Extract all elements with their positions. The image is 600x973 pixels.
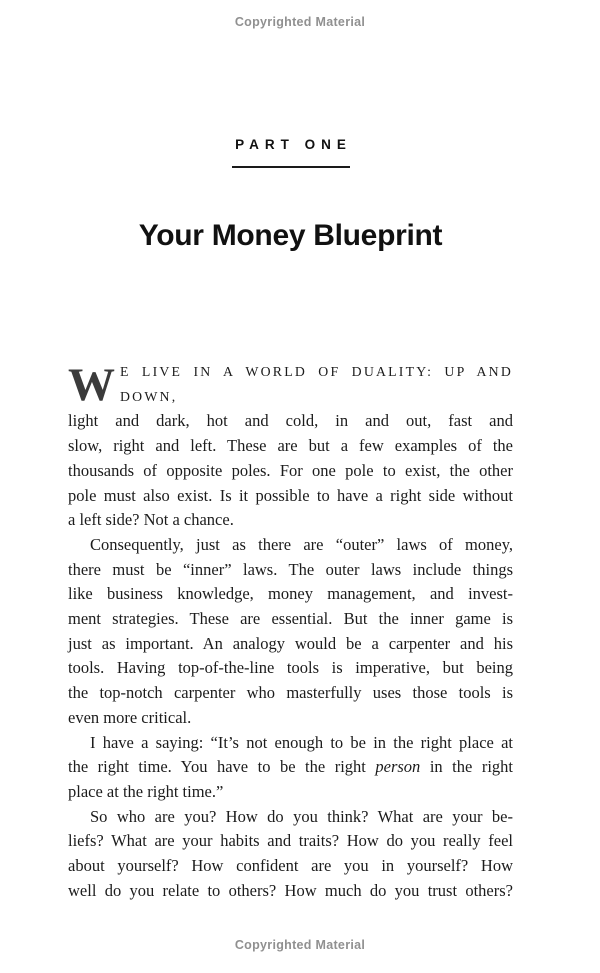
text-line bbox=[68, 829, 513, 854]
text-line bbox=[68, 731, 513, 756]
text-line bbox=[68, 656, 513, 681]
paragraph bbox=[68, 805, 513, 904]
paragraph bbox=[68, 360, 513, 533]
text-line bbox=[68, 755, 513, 780]
text-line bbox=[68, 484, 513, 509]
body-text bbox=[68, 360, 513, 903]
text-line bbox=[68, 805, 513, 830]
text-segment: just as important. An analogy would be a carpenter and his bbox=[68, 633, 513, 653]
text-line bbox=[68, 879, 513, 904]
part-divider-rule bbox=[232, 166, 350, 168]
text-segment: light and dark, hot and cold, in and out, fast and bbox=[68, 411, 513, 431]
text-line bbox=[68, 632, 513, 657]
text-segment: like business knowledge, money management, and invest- bbox=[68, 584, 513, 604]
paragraph bbox=[68, 533, 513, 731]
text-segment: place at the right time.” bbox=[68, 781, 224, 801]
text-line bbox=[68, 854, 513, 879]
text-line bbox=[68, 780, 513, 805]
part-label: PART ONE bbox=[235, 137, 352, 152]
text-segment: So who are you? How do you think? What are your be- bbox=[90, 806, 513, 826]
text-line bbox=[68, 582, 513, 607]
part-block bbox=[68, 137, 513, 168]
italic-text: person bbox=[375, 757, 421, 777]
text-segment: even more critical. bbox=[68, 707, 192, 727]
text-segment: a left side? Not a chance. bbox=[68, 510, 234, 530]
text-line bbox=[68, 360, 513, 409]
text-segment: Consequently, just as there are “outer” laws of money, bbox=[90, 534, 513, 554]
text-line bbox=[68, 706, 513, 731]
chapter-title: Your Money Blueprint bbox=[138, 219, 443, 252]
text-line bbox=[68, 508, 513, 533]
copyright-notice-top: Copyrighted Material bbox=[234, 15, 366, 29]
text-line bbox=[68, 681, 513, 706]
text-segment: the right time. You have to be the right bbox=[68, 757, 376, 777]
text-segment: tools. Having top-of-the-line tools is imperative, but being bbox=[68, 658, 513, 678]
text-segment: about yourself? How confident are you in yourself? How bbox=[68, 856, 513, 876]
text-line bbox=[68, 533, 513, 558]
text-segment: in the right bbox=[420, 757, 513, 777]
text-segment: I have a saying: “It’s not enough to be in the right place at bbox=[90, 732, 513, 752]
text-line bbox=[68, 607, 513, 632]
text-line bbox=[68, 409, 513, 434]
text-segment: ment strategies. These are essential. But the inner game is bbox=[68, 609, 513, 629]
text-segment: there must be “inner” laws. The outer laws include things bbox=[68, 559, 513, 579]
text-segment: slow, right and left. These are but a few examples of the bbox=[68, 436, 513, 456]
drop-cap: W bbox=[68, 359, 115, 411]
copyright-notice-bottom: Copyrighted Material bbox=[234, 938, 366, 952]
text-segment: thousands of opposite poles. For one pole to exist, the other bbox=[68, 460, 513, 480]
text-segment: liefs? What are your habits and traits? How do you really feel bbox=[68, 831, 513, 851]
text-segment: the top-notch carpenter who masterfully uses those tools is bbox=[68, 683, 513, 703]
text-line bbox=[68, 558, 513, 583]
text-line bbox=[68, 459, 513, 484]
text-segment: pole must also exist. Is it possible to have a right side without bbox=[68, 485, 513, 505]
title-block bbox=[68, 218, 513, 254]
text-segment: E LIVE IN A WORLD OF DUALITY: UP AND DOWN, bbox=[120, 364, 513, 404]
paragraph bbox=[68, 731, 513, 805]
text-line bbox=[68, 434, 513, 459]
text-segment: well do you relate to others? How much do you trust others? bbox=[68, 880, 513, 900]
